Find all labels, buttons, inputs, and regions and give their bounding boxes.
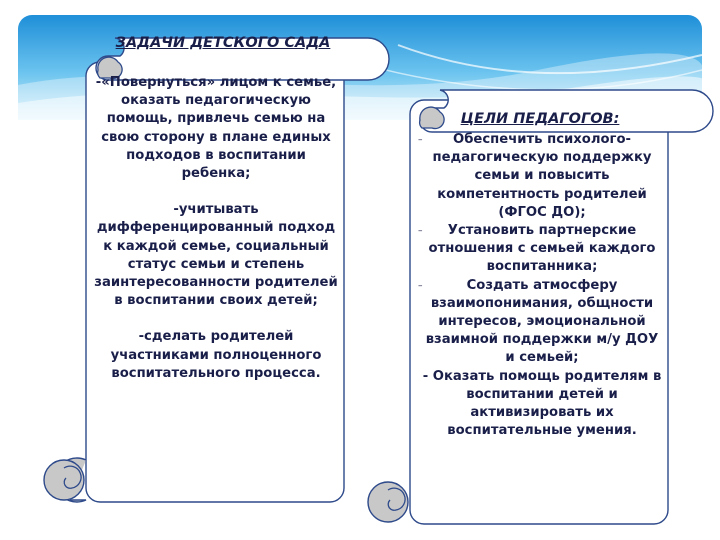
- left-scroll-title: ЗАДАЧИ ДЕТСКОГО САДА: [115, 35, 331, 51]
- left-task-2: -учитывать дифференцированный подход к каждой семье, социальный статус семьи и степень заинтересованности родителей в воспитании своих детей;: [94, 202, 338, 309]
- right-scroll-title: ЦЕЛИ ПЕДАГОГОВ:: [460, 111, 620, 127]
- right-goal-2-row: [420, 222, 664, 277]
- right-goal-1-row: [420, 131, 664, 222]
- left-task-3: -сделать родителей участниками полноценного воспитательного процесса.: [110, 329, 322, 381]
- right-goal-1: Обеспечить психолого-педагогическую поддержку семьи и повысить компетентность родителей (ФГОС ДО);: [432, 132, 652, 220]
- right-goal-4: - Оказать помощь родителям в воспитании детей и активизировать их воспитательные умения.: [422, 368, 662, 439]
- left-scroll-text: [94, 74, 338, 383]
- right-goal-3-row: [420, 277, 664, 368]
- right-scroll-text: [420, 131, 664, 440]
- dash-bullet-icon: –: [418, 226, 423, 237]
- dash-bullet-icon: –: [418, 135, 423, 145]
- right-goal-2: Установить партнерские отношения с семьей каждого воспитанника;: [428, 223, 656, 275]
- left-task-1: -«Повернуться» лицом к семье, оказать педагогическую помощь, привлечь семью на свою сторону в плане единых подходов в воспитании ребенка;: [95, 75, 337, 182]
- dash-bullet-icon: –: [418, 280, 423, 291]
- right-goal-3: Создать атмосферу взаимопонимания, общности интересов, эмоциональной взаимной поддержки м/у ДОУ и семьей;: [425, 277, 659, 366]
